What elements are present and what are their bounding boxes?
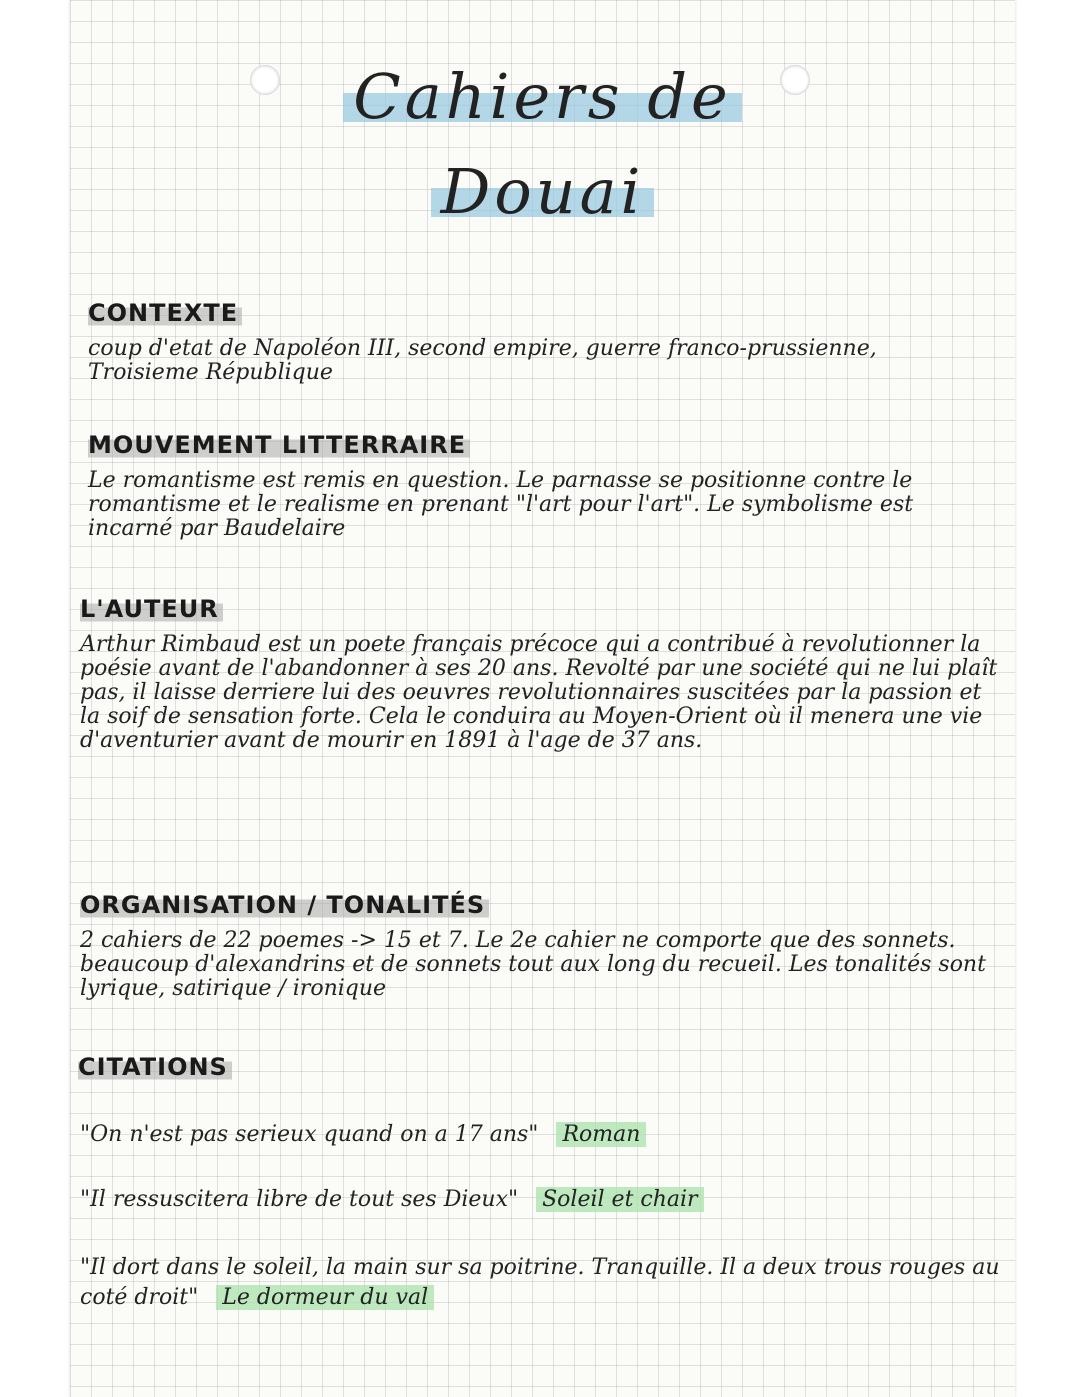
notebook-page xyxy=(70,0,1015,1397)
citation-item xyxy=(80,1253,1010,1313)
citation-quote: "Il dort dans le soleil, la main sur sa poitrine. Tranquille. Il a deux trous rouges au coté droit" xyxy=(80,1255,1000,1310)
citation-item xyxy=(80,1120,1010,1150)
title-line-1: Cahiers de xyxy=(70,60,1015,133)
text-mouvement: Le romantisme est remis en question. Le parnasse se positionne contre le romantisme et le realisme en prenant "l'art pour l'art". Le symbolisme est incarné par Baudelaire xyxy=(88,468,914,541)
heading-citations: CITATIONS xyxy=(78,1052,232,1082)
heading-organisation: ORGANISATION / TONALITÉS xyxy=(80,890,489,920)
citation-source: Le dormeur du val xyxy=(216,1285,434,1310)
citation-quote: "Il ressuscitera libre de tout ses Dieux" xyxy=(80,1187,519,1212)
text-organisation: 2 cahiers de 22 poemes -> 15 et 7. Le 2e cahier ne comporte que des sonnets. beaucoup d'alexandrins et de sonnets tout aux long du recueil. Les tonalités sont lyrique, satirique / ironique xyxy=(80,928,986,1001)
heading-mouvement: MOUVEMENT LITTERRAIRE xyxy=(88,430,470,460)
text-auteur: Arthur Rimbaud est un poete français précoce qui a contribué à revolutionner la poésie avant de l'abandonner à ses 20 ans. Revolté par une société qui ne lui plaît pas, il laisse derriere lui des oeuvres revolutionnaires suscitées par la passion et la soif de sensation forte. Cela le conduira au Moyen-Orient où il menera une vie d'aventurier avant de mourir en 1891 à l'age de 37 ans. xyxy=(80,632,998,753)
citation-source: Soleil et chair xyxy=(536,1187,703,1212)
citation-source: Roman xyxy=(556,1122,646,1147)
title-line-2: Douai xyxy=(70,155,1015,228)
citation-quote: "On n'est pas serieux quand on a 17 ans" xyxy=(80,1122,539,1147)
text-contexte: coup d'etat de Napoléon III, second empire, guerre franco-prussienne, Troisieme République xyxy=(88,336,877,385)
heading-auteur: L'AUTEUR xyxy=(80,594,223,624)
citation-item xyxy=(80,1185,1010,1215)
heading-contexte: CONTEXTE xyxy=(88,298,242,328)
